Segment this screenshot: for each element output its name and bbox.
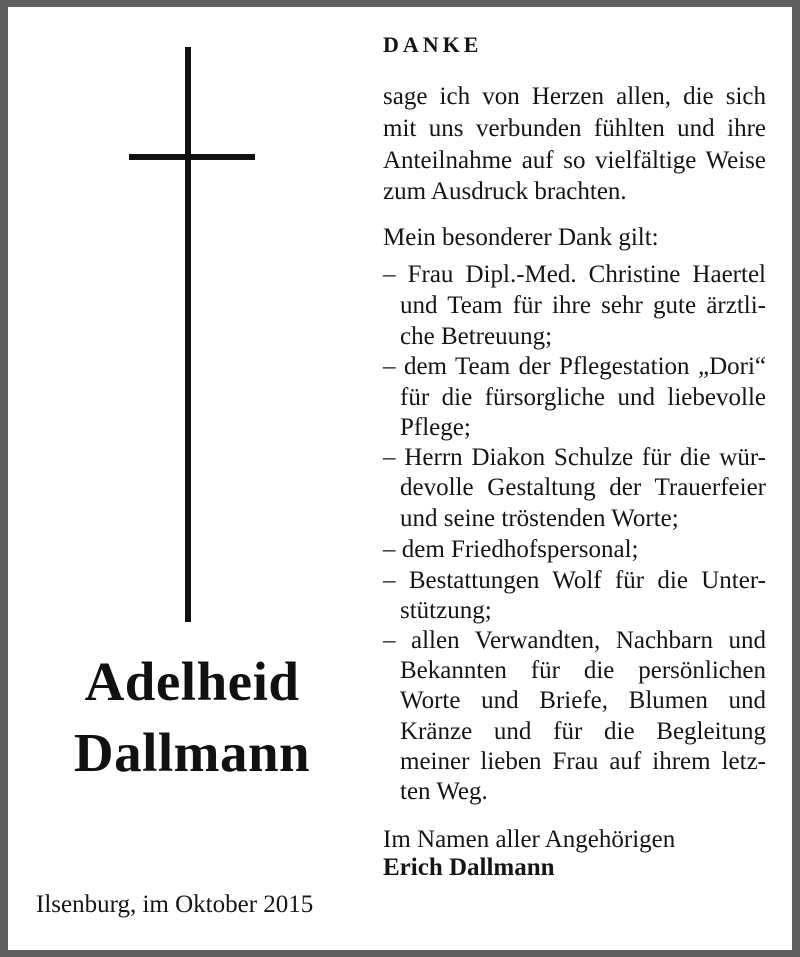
list-line: Kränze und für die Begleitung <box>400 718 766 745</box>
list-line: – Bestattungen Wolf für die Unter- <box>383 567 766 594</box>
list-line: für die fürsorgliche und liebevolle <box>400 384 766 411</box>
signer-name: Erich Dallmann <box>383 854 555 881</box>
deceased-first-name: Adelheid <box>84 651 300 712</box>
list-line: Pflege; <box>400 414 471 441</box>
cross-vertical-bar <box>185 47 191 622</box>
deceased-last-name: Dallmann <box>73 722 311 783</box>
list-line: che Betreuung; <box>400 323 553 350</box>
list-line: und seine tröstenden Worte; <box>400 505 679 532</box>
list-line: – Herrn Diakon Schulze für die wür- <box>383 444 766 471</box>
list-line: – dem Friedhofspersonal; <box>383 536 639 563</box>
cross-horizontal-bar <box>129 154 255 160</box>
list-line: stützung; <box>400 597 492 624</box>
list-line: – Frau Dipl.-Med. Christine Haertel <box>383 261 766 288</box>
list-line: devolle Gestaltung der Trauerfeier <box>400 474 766 501</box>
heading: DANKE <box>383 32 483 57</box>
list-line: Bekannten für die persönlichen <box>400 657 766 684</box>
intro-line: sage ich von Herzen allen, die sich <box>383 83 766 110</box>
intro-line: Anteilnahme auf so vielfältige Weise <box>383 147 766 174</box>
list-line: meiner lieben Frau auf ihrem letz- <box>400 748 766 775</box>
list-line: ten Weg. <box>400 778 488 805</box>
intro-line: zum Ausdruck brachten. <box>383 178 627 205</box>
list-line: und Team für ihre sehr gute ärztli- <box>400 292 766 319</box>
list-line: Worte und Briefe, Blumen und <box>400 687 766 714</box>
closing-text: Im Namen aller Angehörigen <box>383 826 676 853</box>
obituary-notice <box>8 7 792 950</box>
intro-line: mit uns verbunden fühlten und ihre <box>383 115 766 142</box>
place-date: Ilsenburg, im Oktober 2015 <box>36 891 314 918</box>
dank-intro: Mein besonderer Dank gilt: <box>383 224 659 251</box>
list-line: – dem Team der Pflegestation „Dori“ <box>383 353 766 380</box>
list-line: – allen Verwandten, Nachbarn und <box>383 627 766 654</box>
